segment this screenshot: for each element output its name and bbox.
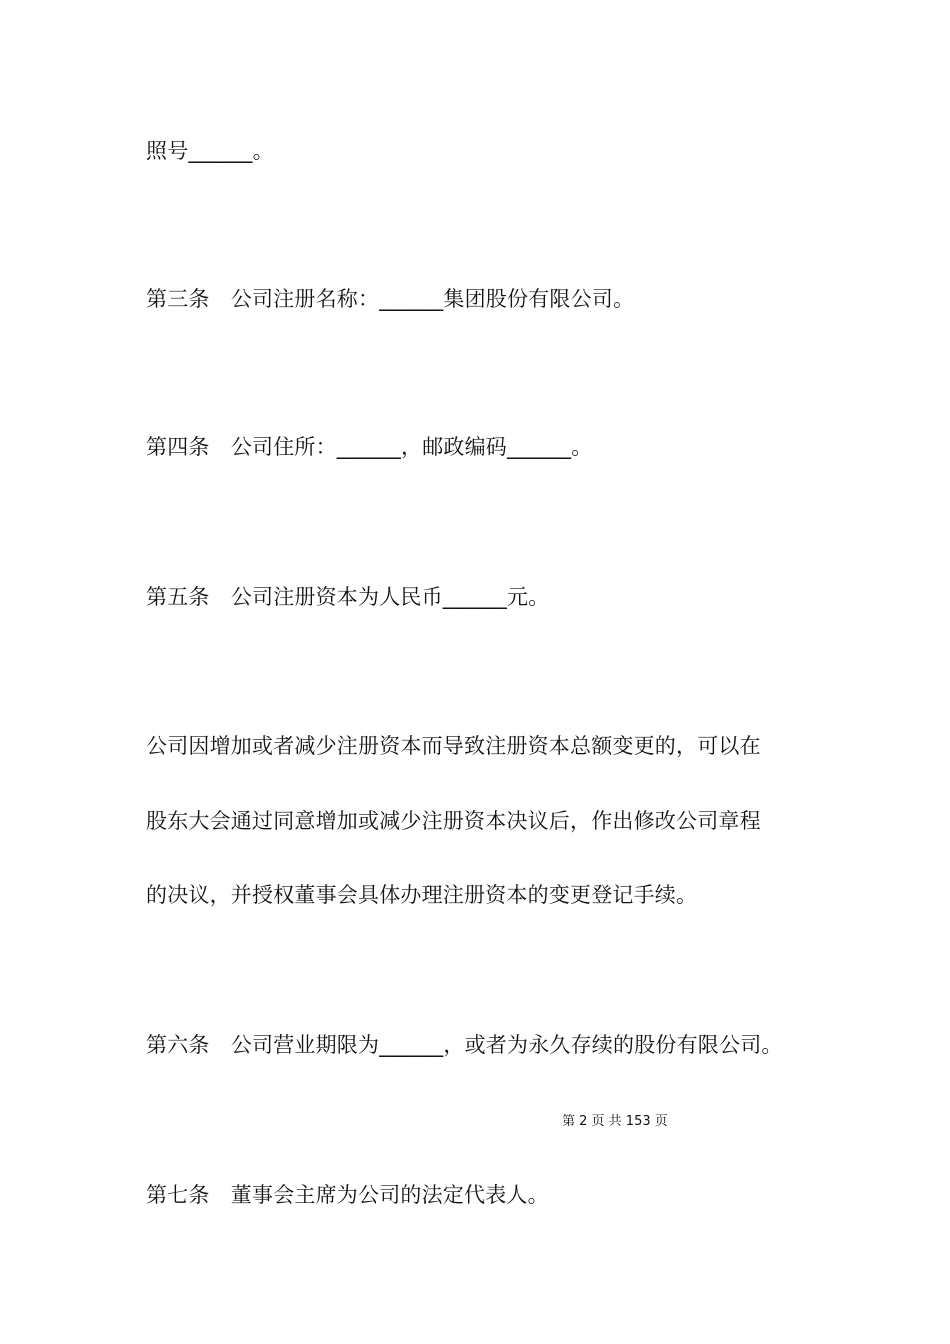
article-4-company-address: 第四条 公司住所：______，邮政编码______。 xyxy=(146,435,593,459)
text-line-license-number: 照号______。 xyxy=(146,139,274,163)
article-3-company-name: 第三条 公司注册名称：______集团股份有限公司。 xyxy=(146,287,635,311)
paragraph-line-2: 股东大会通过同意增加或减少注册资本决议后，作出修改公司章程 xyxy=(146,809,761,833)
article-7-legal-representative: 第七条 董事会主席为公司的法定代表人。 xyxy=(146,1183,549,1207)
article-5-registered-capital: 第五条 公司注册资本为人民币______元。 xyxy=(146,585,550,609)
paragraph-line-1: 公司因增加或者减少注册资本而导致注册资本总额变更的，可以在 xyxy=(146,734,761,758)
paragraph-line-3: 的决议，并授权董事会具体办理注册资本的变更登记手续。 xyxy=(146,883,698,907)
article-6-business-term: 第六条 公司营业期限为______，或者为永久存续的股份有限公司。 xyxy=(146,1033,783,1057)
page-number: 第 2 页 共 153 页 xyxy=(562,1114,668,1129)
